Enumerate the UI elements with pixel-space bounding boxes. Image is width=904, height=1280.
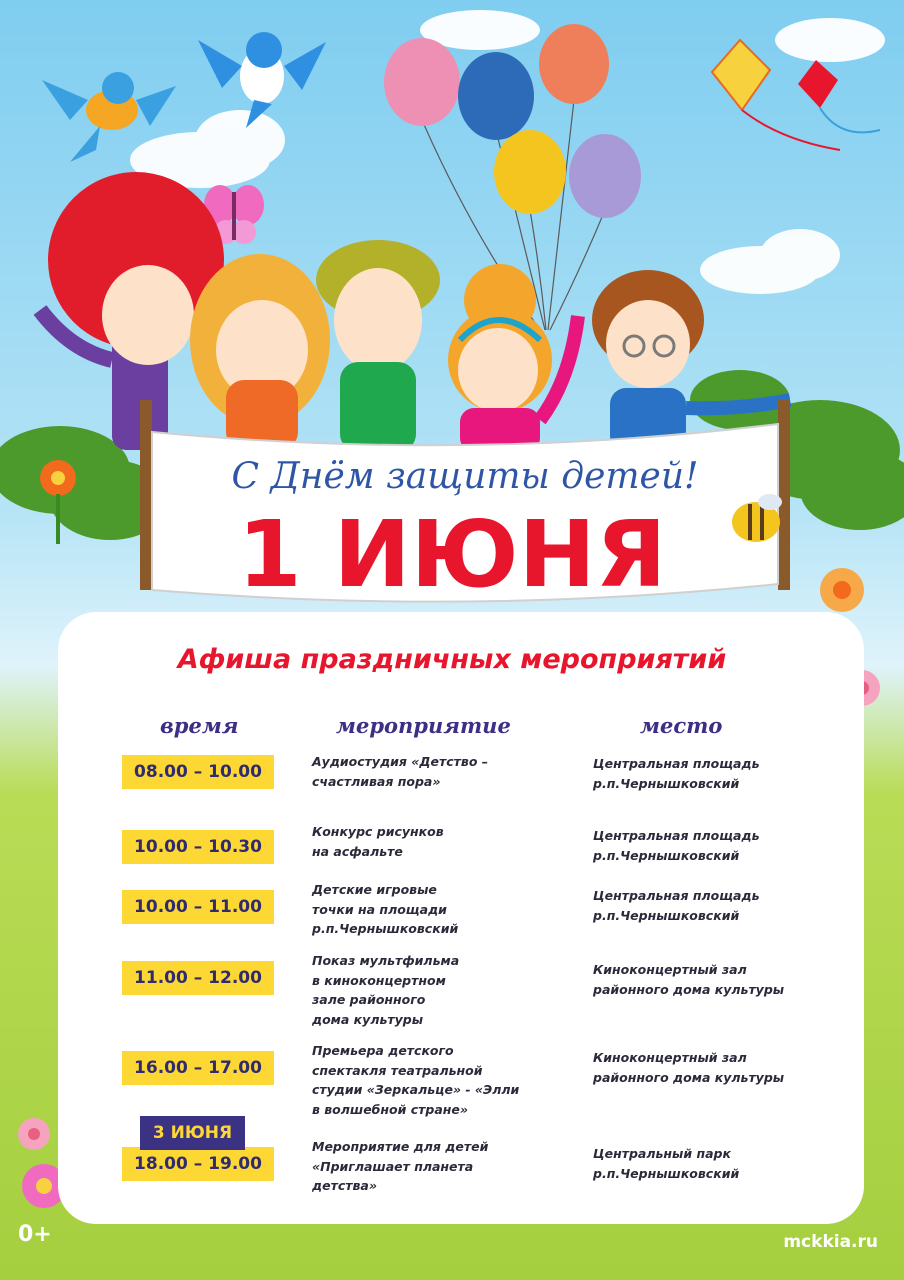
event-place: Центральная площадь р.п.Чернышковский	[593, 756, 760, 791]
banner-date: 1 ИЮНЯ	[237, 501, 667, 608]
banner-pole-right	[778, 400, 790, 590]
flower-icon	[18, 1118, 50, 1150]
event-name: Конкурс рисунков на асфальте	[312, 824, 444, 859]
time-slot: 08.00 – 10.00	[122, 755, 274, 789]
program-title: Афиша праздничных мероприятий	[177, 644, 727, 675]
time-slot: 10.00 – 11.00	[122, 890, 274, 924]
age-rating: 0+	[18, 1222, 52, 1247]
bird-icon	[198, 32, 326, 128]
column-header-time: время	[160, 713, 239, 738]
event-place: Киноконцертный зал районного дома культуры	[593, 1050, 785, 1085]
event-name: Аудиостудия «Детство – счастливая пора»	[312, 754, 489, 789]
flower-icon	[820, 568, 864, 612]
event-place: Центральная площадь р.п.Чернышковский	[593, 888, 760, 923]
time-slot: 10.00 – 10.30	[122, 830, 274, 864]
children	[40, 172, 790, 452]
website-link[interactable]: mckkia.ru	[783, 1232, 878, 1252]
banner-greeting: С Днём защиты детей!	[231, 456, 699, 497]
time-slot: 16.00 – 17.00	[122, 1051, 274, 1085]
date-badge: 3 ИЮНЯ	[140, 1116, 245, 1150]
time-slot: 11.00 – 12.00	[122, 961, 274, 995]
event-place: Киноконцертный зал районного дома культуры	[593, 962, 785, 997]
time-slot: 18.00 – 19.00	[122, 1147, 274, 1181]
event-place: Центральный парк р.п.Чернышковский	[593, 1146, 740, 1181]
banner-pole-left	[140, 400, 152, 590]
column-header-event: мероприятие	[336, 713, 511, 738]
event-name: Показ мультфильма в киноконцертном зале районного дома культуры	[312, 953, 460, 1027]
event-name: Детские игровые точки на площади р.п.Чернышковский	[312, 882, 459, 936]
event-place: Центральная площадь р.п.Чернышковский	[593, 828, 760, 863]
column-header-place: место	[640, 713, 723, 738]
event-name: Премьера детского спектакля театральной студии «Зеркальце» - «Элли в волшебной стране»	[312, 1043, 520, 1117]
event-name: Мероприятие для детей «Приглашает планета детства»	[312, 1139, 489, 1193]
